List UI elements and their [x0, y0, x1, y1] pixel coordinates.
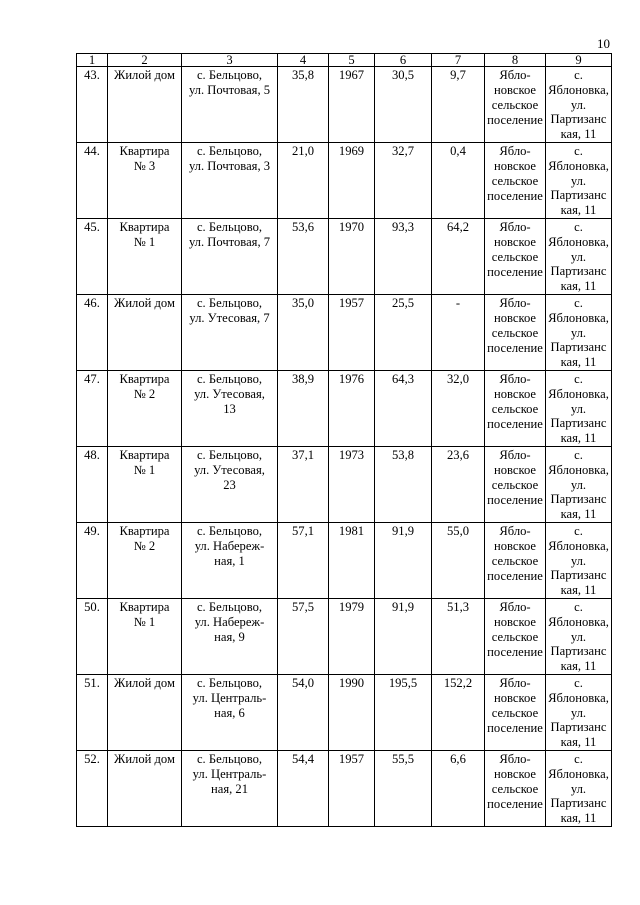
year-built: 1967 [329, 67, 375, 143]
area-value: 54,0 [278, 675, 329, 751]
area-value: 57,5 [278, 599, 329, 675]
table-row [77, 599, 612, 675]
column-number: 3 [182, 54, 278, 67]
object-type: Квартира № 3 [108, 143, 182, 219]
holder-address: с. Яблоновка, ул. Партизанс кая, 11 [546, 371, 612, 447]
value-7: - [432, 295, 485, 371]
year-built: 1957 [329, 751, 375, 827]
area-value: 35,0 [278, 295, 329, 371]
address: с. Бельцово, ул. Набереж- ная, 9 [182, 599, 278, 675]
address: с. Бельцово, ул. Централь- ная, 6 [182, 675, 278, 751]
value-7: 9,7 [432, 67, 485, 143]
value-6: 25,5 [375, 295, 432, 371]
value-6: 32,7 [375, 143, 432, 219]
year-built: 1973 [329, 447, 375, 523]
holder-address: с. Яблоновка, ул. Партизанс кая, 11 [546, 295, 612, 371]
address: с. Бельцово, ул. Централь- ная, 21 [182, 751, 278, 827]
settlement-name: Ябло- новское сельское поселение [485, 371, 546, 447]
area-value: 37,1 [278, 447, 329, 523]
value-7: 0,4 [432, 143, 485, 219]
holder-address: с. Яблоновка, ул. Партизанс кая, 11 [546, 675, 612, 751]
row-number: 50. [77, 599, 108, 675]
table-row [77, 219, 612, 295]
row-number: 52. [77, 751, 108, 827]
column-number: 4 [278, 54, 329, 67]
value-7: 32,0 [432, 371, 485, 447]
table-row [77, 295, 612, 371]
year-built: 1976 [329, 371, 375, 447]
holder-address: с. Яблоновка, ул. Партизанс кая, 11 [546, 523, 612, 599]
holder-address: с. Яблоновка, ул. Партизанс кая, 11 [546, 67, 612, 143]
value-6: 195,5 [375, 675, 432, 751]
value-6: 55,5 [375, 751, 432, 827]
row-number: 51. [77, 675, 108, 751]
table-row [77, 143, 612, 219]
column-number: 6 [375, 54, 432, 67]
row-number: 47. [77, 371, 108, 447]
value-6: 93,3 [375, 219, 432, 295]
address: с. Бельцово, ул. Утесовая, 23 [182, 447, 278, 523]
address: с. Бельцово, ул. Утесовая, 13 [182, 371, 278, 447]
object-type: Квартира № 1 [108, 599, 182, 675]
object-type: Квартира № 1 [108, 447, 182, 523]
value-6: 91,9 [375, 599, 432, 675]
settlement-name: Ябло- новское сельское поселение [485, 295, 546, 371]
address: с. Бельцово, ул. Почтовая, 5 [182, 67, 278, 143]
holder-address: с. Яблоновка, ул. Партизанс кая, 11 [546, 143, 612, 219]
address: с. Бельцово, ул. Набереж- ная, 1 [182, 523, 278, 599]
value-6: 64,3 [375, 371, 432, 447]
address: с. Бельцово, ул. Почтовая, 7 [182, 219, 278, 295]
column-number: 1 [77, 54, 108, 67]
column-number-row [77, 54, 612, 67]
settlement-name: Ябло- новское сельское поселение [485, 599, 546, 675]
year-built: 1979 [329, 599, 375, 675]
settlement-name: Ябло- новское сельское поселение [485, 67, 546, 143]
value-7: 23,6 [432, 447, 485, 523]
column-number: 2 [108, 54, 182, 67]
object-type: Жилой дом [108, 675, 182, 751]
page-number: 10 [597, 36, 610, 51]
year-built: 1990 [329, 675, 375, 751]
table-row [77, 523, 612, 599]
property-table [76, 53, 612, 827]
column-number: 8 [485, 54, 546, 67]
object-type: Жилой дом [108, 751, 182, 827]
year-built: 1981 [329, 523, 375, 599]
table-row [77, 751, 612, 827]
column-number: 5 [329, 54, 375, 67]
object-type: Квартира № 2 [108, 371, 182, 447]
address: с. Бельцово, ул. Утесовая, 7 [182, 295, 278, 371]
area-value: 54,4 [278, 751, 329, 827]
settlement-name: Ябло- новское сельское поселение [485, 523, 546, 599]
area-value: 38,9 [278, 371, 329, 447]
value-6: 30,5 [375, 67, 432, 143]
object-type: Квартира № 1 [108, 219, 182, 295]
table-row [77, 675, 612, 751]
holder-address: с. Яблоновка, ул. Партизанс кая, 11 [546, 219, 612, 295]
holder-address: с. Яблоновка, ул. Партизанс кая, 11 [546, 447, 612, 523]
object-type: Квартира № 2 [108, 523, 182, 599]
table-row [77, 371, 612, 447]
column-number: 7 [432, 54, 485, 67]
holder-address: с. Яблоновка, ул. Партизанс кая, 11 [546, 751, 612, 827]
value-7: 152,2 [432, 675, 485, 751]
row-number: 44. [77, 143, 108, 219]
value-7: 55,0 [432, 523, 485, 599]
object-type: Жилой дом [108, 67, 182, 143]
area-value: 21,0 [278, 143, 329, 219]
settlement-name: Ябло- новское сельское поселение [485, 447, 546, 523]
area-value: 53,6 [278, 219, 329, 295]
year-built: 1957 [329, 295, 375, 371]
row-number: 46. [77, 295, 108, 371]
area-value: 35,8 [278, 67, 329, 143]
table-row [77, 447, 612, 523]
settlement-name: Ябло- новское сельское поселение [485, 751, 546, 827]
value-7: 6,6 [432, 751, 485, 827]
table-row [77, 67, 612, 143]
value-6: 53,8 [375, 447, 432, 523]
row-number: 43. [77, 67, 108, 143]
column-number: 9 [546, 54, 612, 67]
holder-address: с. Яблоновка, ул. Партизанс кая, 11 [546, 599, 612, 675]
value-7: 64,2 [432, 219, 485, 295]
value-7: 51,3 [432, 599, 485, 675]
address: с. Бельцово, ул. Почтовая, 3 [182, 143, 278, 219]
settlement-name: Ябло- новское сельское поселение [485, 143, 546, 219]
year-built: 1970 [329, 219, 375, 295]
row-number: 45. [77, 219, 108, 295]
value-6: 91,9 [375, 523, 432, 599]
area-value: 57,1 [278, 523, 329, 599]
settlement-name: Ябло- новское сельское поселение [485, 219, 546, 295]
settlement-name: Ябло- новское сельское поселение [485, 675, 546, 751]
year-built: 1969 [329, 143, 375, 219]
row-number: 49. [77, 523, 108, 599]
row-number: 48. [77, 447, 108, 523]
object-type: Жилой дом [108, 295, 182, 371]
